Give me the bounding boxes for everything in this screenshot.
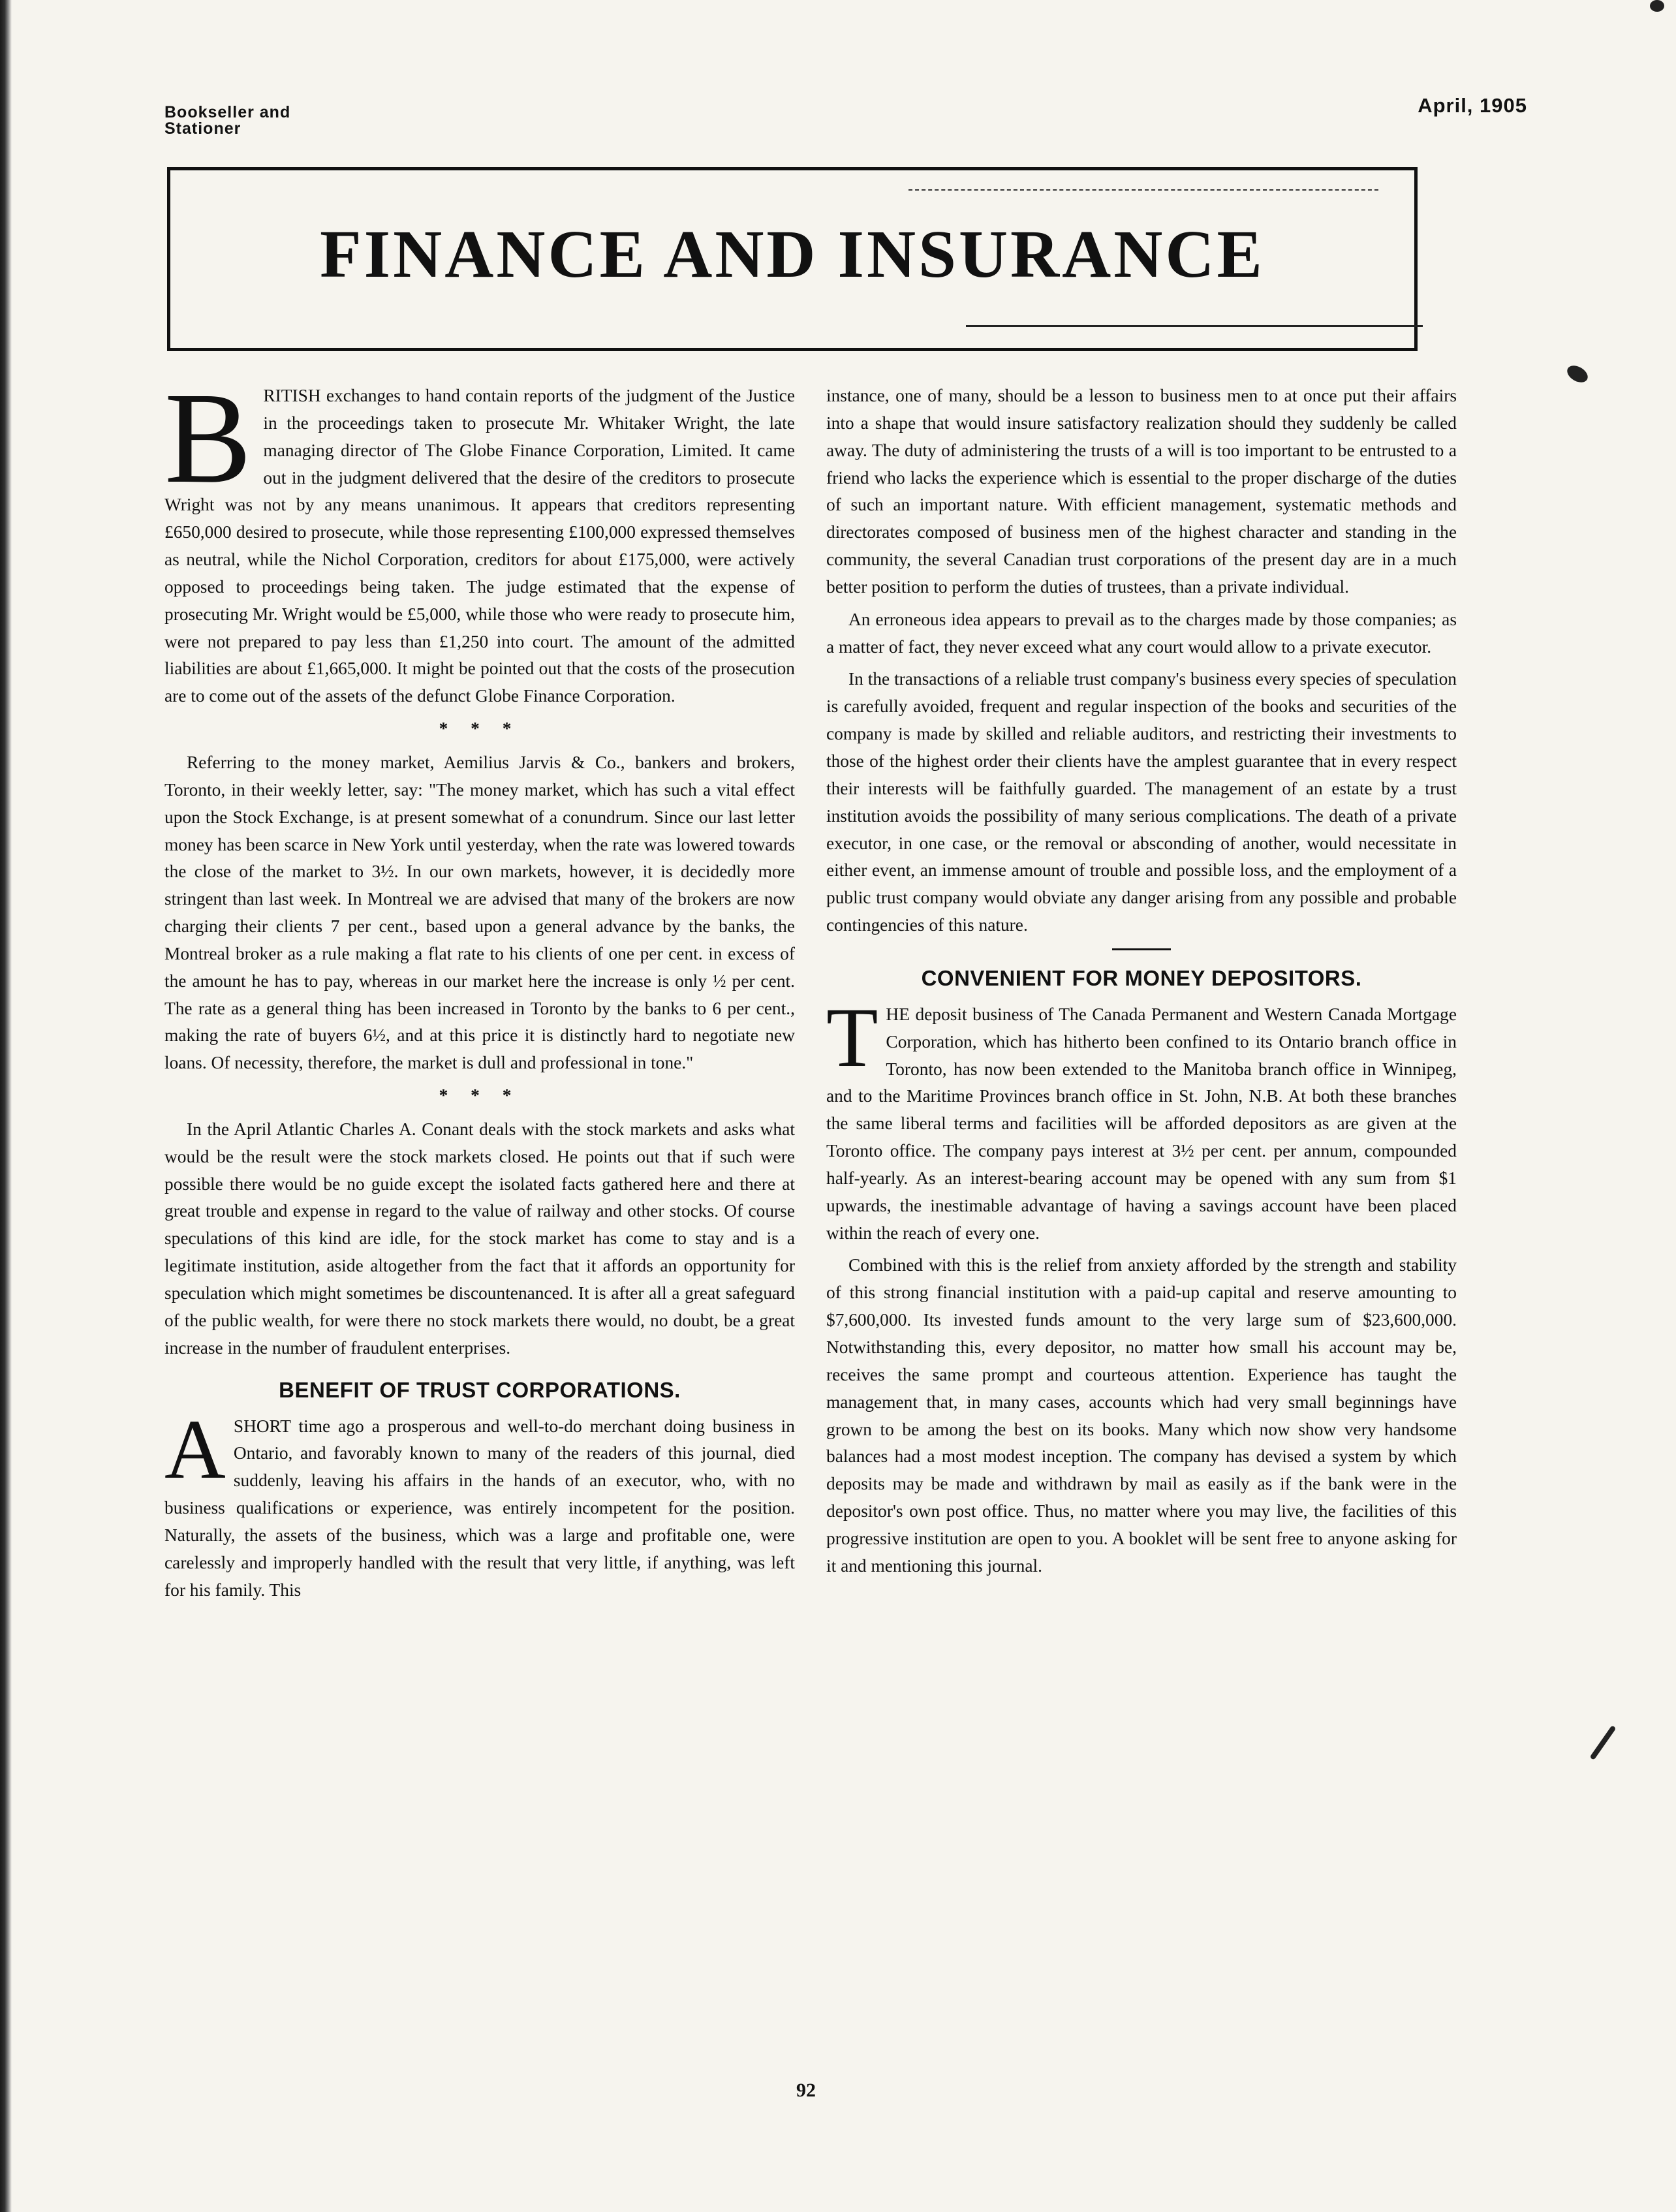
section-separator: * * *: [439, 1085, 521, 1106]
scan-speck: [1590, 1725, 1617, 1760]
publication-name-line2: Stationer: [164, 119, 241, 138]
scan-speck: [1650, 0, 1664, 12]
issue-date: April, 1905: [1418, 94, 1527, 117]
section-separator: * * *: [439, 719, 521, 739]
title-rule-bottom: [966, 325, 1423, 327]
drop-cap: B: [164, 366, 252, 510]
article-paragraph: In the April Atlantic Charles A. Conant deals with the stock markets and asks what would be the result were the stock markets closed. He points out that if such were possible there would be no guide except the isolated facts gathered here and there at great trouble and expense in regard to the value of railway and other stocks. Of course speculations of this kind are idle, for the stock market has come to stay and is a legitimate institution, aside altogether from the fact that it affords an opportunity for speculation which might sometimes be discountenanced. It is after all a great safeguard of the public wealth, for were there no stock markets there would, no doubt, be a great increase in the number of fraudulent enterprises.: [164, 1119, 795, 1358]
publication-name: [164, 104, 290, 137]
article-paragraph: instance, one of many, should be a lesson to business men to at once put their affairs into a shape that would insure satisfactory realization should they suddenly be called away. The duty of administering the trusts of a will is too important to be entrusted to a friend who lacks the experience which is essential to the proper discharge of the duties of such an important nature. With efficient management, systematic methods and directorates composed of business men of the highest character and standing in the community, the several Canadian trust corporations of the present day are in a much better position to perform the duties of trustees, than a private individual.: [826, 386, 1457, 597]
scan-speck: [1564, 362, 1591, 386]
paragraph-text: HE deposit business of The Canada Permanent and Western Canada Mortgage Corporation, which has hitherto been confined to its Ontario branch office in Toronto, has now been extended to the Manitoba branch office in Winnipeg, and to the Maritime Provinces branch office in St. John, N.B. At both these branches the same liberal terms and facilities will be afforded depositors as are given at the Toronto office. The company pays interest at 3½ per cent. per annum, compounded half-yearly. As an interest-bearing account may be opened with any sum from $1 upwards, the inestimable advantage of having a savings account have been placed within the reach of every one.: [826, 1004, 1457, 1243]
title-rule-top: [908, 189, 1378, 191]
article-paragraph: [164, 1402, 795, 1604]
section-heading: BENEFIT OF TRUST CORPORATIONS.: [279, 1377, 681, 1402]
paragraph-text: RITISH exchanges to hand contain reports of the judgment of the Justice in the proceedings taken to prosecute Mr. Whitaker Wright, the late managing director of The Globe Finance Corporation, Limited. It came out in the judgment delivered that the desire of the creditors to prosecute Wright was not by any means unanimous. It appears that creditors representing £650,000 desired to prosecute, while those representing £100,000 expressed themselves as neutral, while the Nichol Corporation, creditors for about £175,000, were actively opposed to proceedings being taken. The judge estimated that the expense of prosecuting Mr. Wright would be £5,000, while those who were ready to prosecute him, were not prepared to pay less than £1,250 into court. The amount of the admitted liabilities are about £1,665,000. It might be pointed out that the costs of the prosecution are to come out of the assets of the defunct Globe Finance Corporation.: [164, 386, 795, 706]
section-rule: [1112, 948, 1171, 950]
page-title: FINANCE AND INSURANCE: [320, 217, 1265, 292]
article-paragraph: An erroneous idea appears to prevail as to the charges made by those companies; as a matter of fact, they never exceed what any court would allow to a private executor.: [826, 609, 1457, 657]
article-paragraph: [164, 366, 795, 710]
article-paragraph: Referring to the money market, Aemilius Jarvis & Co., bankers and brokers, Toronto, in their weekly letter, say: "The money market, which has such a vital effect upon the Stock Exchange, is at present somewhat of a conundrum. Since our last letter money has been scarce in New York until yesterday, when the rate was lowered towards the close of the market to 3½. In our own markets, however, it is decidedly more stringent than last week. In Montreal we are advised that many of the brokers are now charging their clients 7 per cent., based upon a general advance by the banks, the Montreal broker as a rule making a flat rate to his clients of one per cent. in excess of the amount he has to pay, whereas in our market here the increase is only ½ per cent. The rate as a general thing has been increased in Toronto by the banks to 6 per cent., making the rate of buyers 6½, and at this price it is distinctly hard to negotiate new loans. Of necessity, therefore, the market is dull and professional in tone.": [164, 752, 795, 1073]
drop-cap: A: [164, 1402, 226, 1497]
section-heading: CONVENIENT FOR MONEY DEPOSITORS.: [921, 965, 1362, 990]
page-scan-edge: [0, 0, 12, 2212]
right-column: [826, 382, 1457, 1585]
article-paragraph: In the transactions of a reliable trust company's business every species of speculation is carefully avoided, frequent and regular inspection of the books and securities of the company is made by skilled and reliable auditors, and restricting their investments to those of the highest order their clients have the amplest guarantee that in every respect their interests will be faithfully guarded. The management of an estate by a trust institution avoids the possibility of many serious complications. The death of a private executor, in one case, or the removal or absconding of another, would necessitate in either event, an immense amount of trouble and possible loss, and the employment of a public trust company would obviate any danger arising from any possible and probable contingencies of this nature.: [826, 669, 1457, 935]
publication-name-line1: Bookseller and: [164, 103, 291, 121]
left-column: [164, 366, 795, 1609]
drop-cap: T: [826, 990, 878, 1085]
article-paragraph: [826, 990, 1457, 1247]
paragraph-text: SHORT time ago a prosperous and well-to-do merchant doing business in Ontario, and favorably known to many of the readers of this journal, died suddenly, leaving his affairs in the hands of an executor, who, with no business qualifications or experience, was entirely incompetent for the position. Naturally, the assets of the business, which was a large and profitable one, were carelessly and improperly handled with the result that very little, if anything, was left for his family. This: [164, 1416, 795, 1600]
page-number: 92: [796, 2080, 816, 2101]
article-paragraph: Combined with this is the relief from anxiety afforded by the strength and stability of this strong financial institution with a paid-up capital and reserve amounting to $7,600,000. Its invested funds amount to the very large sum of $23,600,000. Notwithstanding this, every depositor, no matter how small his account may be, receives the same prompt and courteous attention. Experience has taught the management that, in many cases, accounts which had very small beginnings have grown to be among the best on its books. Many which now show very handsome balances had a most modest inception. The company has devised a system by which deposits may be made and withdrawn by mail as easily as if the bank were in the depositor's own post office. Thus, no matter where you may live, the facilities of this progressive institution are open to you. A booklet will be sent free to anyone asking for it and mentioning this journal.: [826, 1255, 1457, 1576]
